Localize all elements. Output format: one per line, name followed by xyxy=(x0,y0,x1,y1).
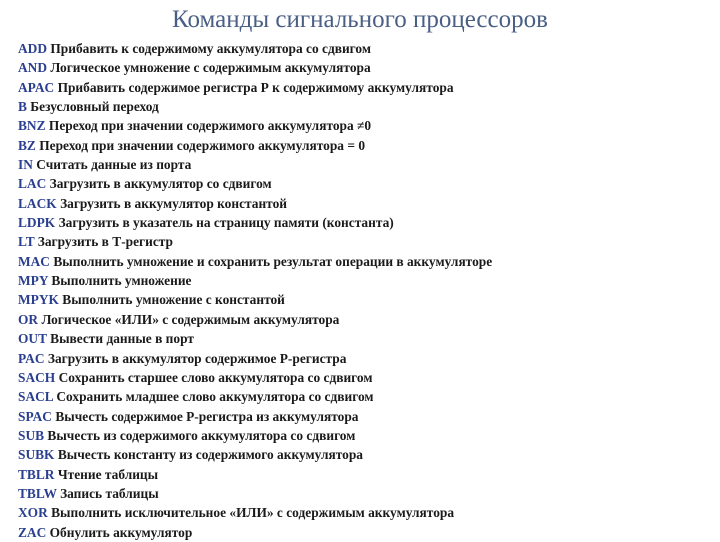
command-code: PAC xyxy=(18,350,45,366)
command-code: LAC xyxy=(18,176,47,192)
command-row xyxy=(18,465,492,484)
command-row xyxy=(18,252,492,271)
command-code: SPAC xyxy=(18,408,52,424)
command-row xyxy=(18,310,492,329)
command-code: SACL xyxy=(18,389,53,405)
command-code: LDPK xyxy=(18,215,56,231)
command-code: BNZ xyxy=(18,118,46,134)
command-row xyxy=(18,78,492,97)
command-code: SUB xyxy=(18,427,45,443)
command-description: Сохранить старшее слово аккумулятора со сдвигом xyxy=(58,369,373,385)
command-row xyxy=(18,426,492,445)
command-description: Сохранить младшее слово аккумулятора со сдвигом xyxy=(56,389,374,405)
command-code: MAC xyxy=(18,253,50,269)
command-code: TBLR xyxy=(18,466,55,482)
command-row xyxy=(18,368,492,387)
command-row xyxy=(18,194,492,213)
command-row xyxy=(18,329,492,348)
command-code: SACH xyxy=(18,369,56,385)
command-description: Выполнить умножение и сохранить результат операции в аккумуляторе xyxy=(53,253,493,269)
command-row xyxy=(18,232,492,251)
command-description: Выполнить исключительное «ИЛИ» с содержимым аккумулятора xyxy=(51,505,455,521)
command-row xyxy=(18,155,492,174)
command-code: OUT xyxy=(18,331,47,347)
command-description: Прибавить содержимое регистра Р к содержимому аккумулятора xyxy=(57,79,454,95)
command-code: ZAC xyxy=(18,524,47,540)
command-row xyxy=(18,116,492,135)
command-row xyxy=(18,503,492,522)
command-code: MPY xyxy=(18,273,48,289)
command-code: APAC xyxy=(18,79,55,95)
command-description: Логическое «ИЛИ» с содержимым аккумулятора xyxy=(41,311,340,327)
command-code: XOR xyxy=(18,505,48,521)
command-code: ADD xyxy=(18,41,48,56)
command-code: AND xyxy=(18,60,48,76)
command-row xyxy=(18,407,492,426)
command-row xyxy=(18,97,492,116)
command-description: Выполнить умножение с константой xyxy=(62,292,285,308)
command-description: Вычесть содержимое Р-регистра из аккумулятора xyxy=(55,408,359,424)
command-description: Логическое умножение с содержимым аккумулятора xyxy=(50,60,371,76)
command-description: Считать данные из порта xyxy=(36,157,192,173)
command-row xyxy=(18,349,492,368)
command-code: OR xyxy=(18,311,39,327)
command-list xyxy=(18,39,492,542)
command-row xyxy=(18,39,492,58)
command-description: Запись таблицы xyxy=(60,485,159,501)
command-row xyxy=(18,136,492,155)
command-description: Вычесть из содержимого аккумулятора со сдвигом xyxy=(47,427,356,443)
command-row xyxy=(18,58,492,77)
command-code: SUBK xyxy=(18,447,55,463)
command-description: Переход при значении содержимого аккумулятора = 0 xyxy=(39,137,366,153)
command-row xyxy=(18,271,492,290)
command-description: Безусловный переход xyxy=(30,99,159,115)
command-description: Выполнить умножение xyxy=(51,273,192,289)
command-row xyxy=(18,213,492,232)
command-row xyxy=(18,484,492,503)
command-description: Загрузить в аккумулятор со сдвигом xyxy=(49,176,272,192)
command-description: Прибавить к содержимому аккумулятора со сдвигом xyxy=(50,41,371,56)
command-row xyxy=(18,290,492,309)
command-description: Обнулить аккумулятор xyxy=(49,524,193,540)
command-description: Переход при значении содержимого аккумулятора ≠0 xyxy=(48,118,372,134)
command-row xyxy=(18,387,492,406)
command-description: Чтение таблицы xyxy=(57,466,159,482)
command-code: BZ xyxy=(18,137,36,153)
command-row xyxy=(18,174,492,193)
command-description: Вычесть константу из содержимого аккумулятора xyxy=(57,447,363,463)
command-row xyxy=(18,445,492,464)
command-code: LACK xyxy=(18,195,57,211)
slide-title: Команды сигнального процессоров xyxy=(172,6,548,33)
command-description: Вывести данные в порт xyxy=(50,331,194,347)
command-description: Загрузить в Т-регистр xyxy=(37,234,173,250)
command-code: IN xyxy=(18,157,33,173)
command-description: Загрузить в аккумулятор константой xyxy=(60,195,287,211)
command-description: Загрузить в аккумулятор содержимое Р-регистра xyxy=(47,350,347,366)
command-code: MPYK xyxy=(18,292,59,308)
command-description: Загрузить в указатель на страницу памяти (константа) xyxy=(58,215,394,231)
command-code: TBLW xyxy=(18,485,57,501)
command-code: B xyxy=(18,99,27,115)
command-code: LT xyxy=(18,234,35,250)
command-row xyxy=(18,523,492,542)
